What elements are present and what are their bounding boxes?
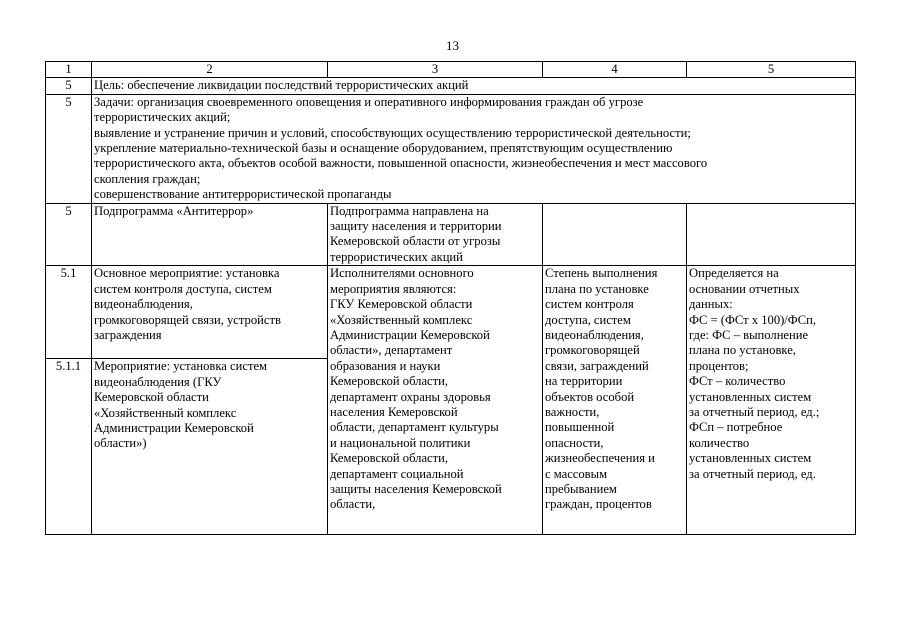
method-line: установленных систем: [689, 389, 812, 404]
goal-text: Цель: обеспечение ликвидации последствий террористических акций: [92, 78, 856, 94]
executors-line: Кемеровской области,: [330, 374, 449, 389]
tasks-line: Задачи: организация своевременного оповещения и оперативного информирования граждан об угрозе: [94, 94, 644, 109]
indicator-line: видеонаблюдения,: [545, 327, 644, 342]
main-measure-line: Основное мероприятие: установка: [94, 266, 280, 281]
indicator-line: Степень выполнения: [545, 266, 658, 281]
indicator-line: систем контроля: [545, 297, 634, 312]
method-line: основании отчетных: [689, 281, 800, 296]
method-line: процентов;: [689, 358, 749, 373]
executors-line: образования и науки: [330, 358, 441, 373]
indicator-text: [543, 266, 687, 535]
goal-row: [46, 78, 856, 94]
sub-measure-line: Мероприятие: установка систем: [94, 359, 268, 374]
executors-line: «Хозяйственный комплекс: [330, 312, 473, 327]
tasks-line: скопления граждан;: [94, 171, 201, 186]
method-line: за отчетный период, ед.;: [689, 404, 820, 419]
executors-line: Исполнителями основного: [330, 266, 474, 281]
sub-measure-line: области»): [94, 436, 147, 451]
col-1-header: 1: [46, 62, 92, 78]
tasks-line: террористических акций;: [94, 110, 231, 125]
col-2-header: 2: [92, 62, 328, 78]
indicator-line: на территории: [545, 374, 623, 389]
subprogram-indicator-empty: [543, 203, 687, 266]
executors-text: [328, 266, 543, 535]
main-measure-line: систем контроля доступа, систем: [94, 281, 272, 296]
method-line: данных:: [689, 297, 733, 312]
method-line: Определяется на: [689, 266, 779, 281]
tasks-line: террористического акта, объектов особой важности, повышенной опасности, жизнеобеспечения и мест массового: [94, 156, 708, 171]
col-5-header: 5: [687, 62, 856, 78]
subprogram-description-line: защиту населения и территории: [330, 219, 502, 234]
method-line: количество: [689, 435, 750, 450]
sub-measure-line: видеонаблюдения (ГКУ: [94, 374, 222, 389]
method-line: за отчетный период, ед.: [689, 466, 816, 481]
method-line: установленных систем: [689, 451, 812, 466]
measure-row: [46, 266, 856, 535]
executors-line: Администрации Кемеровской: [330, 327, 490, 342]
indicator-line: с массовым: [545, 466, 608, 481]
method-text: [687, 266, 856, 535]
tasks-line: совершенствование антитеррористической пропаганды: [94, 187, 392, 202]
subprogram-description-line: Кемеровской области от угрозы: [330, 234, 501, 249]
indicator-line: доступа, систем: [545, 312, 631, 327]
executors-line: области,: [330, 497, 376, 512]
subprogram-method-empty: [687, 203, 856, 266]
subprogram-row: [46, 203, 856, 266]
executors-line: населения Кемеровской: [330, 404, 458, 419]
main-measure-line: заграждения: [94, 327, 162, 342]
col-4-header: 4: [543, 62, 687, 78]
main-measure-text: [92, 266, 327, 359]
indicator-line: важности,: [545, 404, 600, 419]
measure-numbers: [46, 266, 92, 535]
method-line: ФСп – потребное: [689, 420, 783, 435]
col-3-header: 3: [328, 62, 543, 78]
indicator-line: пребыванием: [545, 481, 617, 496]
indicator-line: связи, заграждений: [545, 358, 649, 373]
sub-measure-text: [92, 359, 327, 534]
tasks-row: [46, 94, 856, 203]
executors-line: области, департамент культуры: [330, 420, 499, 435]
indicator-line: опасности,: [545, 435, 604, 450]
subprogram-description-line: террористических акций: [330, 249, 463, 264]
sub-measure-line: Кемеровской области: [94, 390, 209, 405]
method-line: плана по установке,: [689, 343, 796, 358]
main-measure-number: 5.1: [46, 266, 91, 359]
executors-line: Кемеровской области,: [330, 451, 449, 466]
indicator-line: плана по установке: [545, 281, 649, 296]
tasks-text: [92, 94, 856, 203]
indicator-line: повышенной: [545, 420, 615, 435]
tasks-line: укрепление материально-технической базы и оснащение оборудованием, препятствующим осуществлению: [94, 141, 673, 156]
sub-measure-number: 5.1.1: [55, 359, 82, 374]
tasks-line: выявление и устранение причин и условий, способствующих осуществлению террористической деятельности;: [94, 125, 691, 140]
sub-measure-line: Администрации Кемеровской: [94, 420, 254, 435]
executors-line: департамент охраны здоровья: [330, 389, 491, 404]
column-number-row: [46, 62, 856, 78]
subprogram-description: [328, 203, 543, 266]
subprogram-row-number: 5: [46, 203, 92, 266]
executors-line: области», департамент: [330, 343, 453, 358]
method-line: ФСт – количество: [689, 374, 786, 389]
main-measure-line: громкоговорящей связи, устройств: [94, 312, 281, 327]
indicator-line: граждан, процентов: [545, 497, 652, 512]
executors-line: и национальной политики: [330, 435, 471, 450]
sub-measure-line: «Хозяйственный комплекс: [94, 405, 237, 420]
subprogram-description-line: Подпрограмма направлена на: [330, 203, 489, 218]
program-table: [45, 61, 856, 535]
page-number: 13: [446, 38, 459, 53]
executors-line: мероприятия являются:: [330, 281, 457, 296]
goal-row-number: 5: [46, 78, 92, 94]
method-line: ФС = (ФСт х 100)/ФСп,: [689, 312, 817, 327]
subprogram-name: Подпрограмма «Антитеррор»: [92, 203, 328, 266]
main-measure-line: видеонаблюдения,: [94, 297, 193, 312]
indicator-line: объектов особой: [545, 389, 635, 404]
executors-line: департамент социальной: [330, 466, 464, 481]
executors-line: ГКУ Кемеровской области: [330, 297, 473, 312]
tasks-row-number: 5: [46, 94, 92, 203]
indicator-line: громкоговорящей: [545, 343, 640, 358]
method-line: где: ФС – выполнение: [689, 327, 809, 342]
measure-names: [92, 266, 328, 535]
executors-line: защиты населения Кемеровской: [330, 481, 502, 496]
indicator-line: жизнеобеспечения и: [545, 451, 655, 466]
